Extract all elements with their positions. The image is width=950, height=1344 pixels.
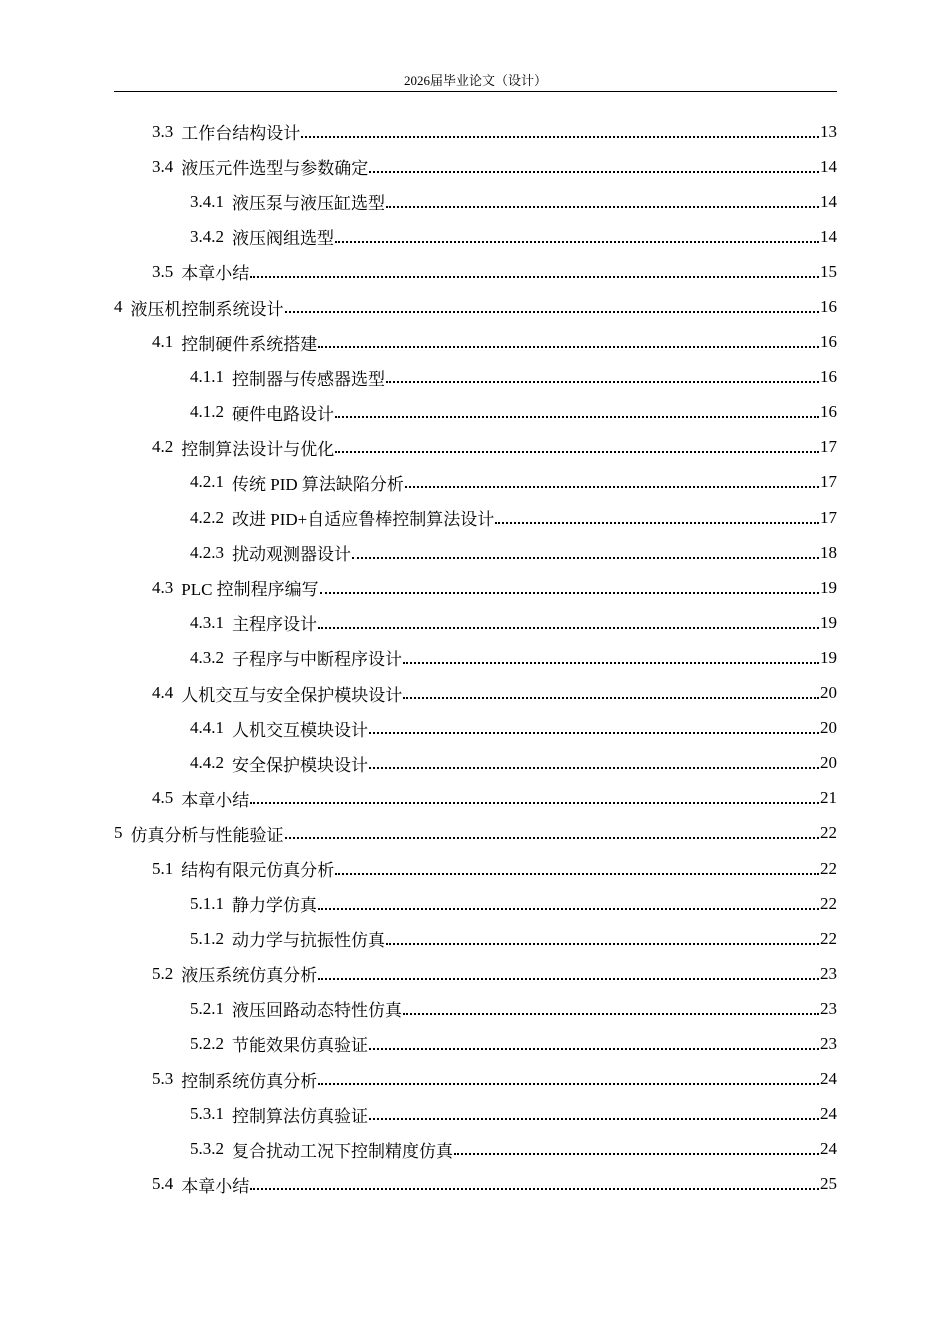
- toc-entry[interactable]: [114, 430, 837, 465]
- toc-entry-title: 本章小结: [181, 790, 250, 810]
- toc-entry-number: 4.3.2: [190, 647, 224, 667]
- toc-dot-leader: [318, 627, 819, 629]
- toc-entry[interactable]: [114, 851, 837, 886]
- toc-entry-number: 4.5: [152, 788, 174, 808]
- toc-entry-page-number: 14: [820, 191, 837, 211]
- toc-entry[interactable]: [114, 360, 837, 395]
- toc-entry-title: 硬件电路设计: [232, 404, 334, 424]
- toc-entry-title: 液压阀组选型: [232, 229, 334, 249]
- toc-entry-number: 3.4.2: [190, 226, 224, 246]
- toc-entry-page-number: 22: [820, 928, 837, 948]
- toc-dot-leader: [403, 1013, 819, 1015]
- toc-entry-number: 4: [114, 297, 123, 317]
- toc-entry-title: 子程序与中断程序设计: [232, 650, 402, 670]
- toc-entry-number: 4.4: [152, 683, 174, 703]
- toc-entry-title: 结构有限元仿真分析: [181, 861, 335, 881]
- toc-dot-leader: [386, 943, 819, 945]
- toc-entry-number: 5.2.2: [190, 1033, 224, 1053]
- toc-entry-page-number: 19: [820, 612, 837, 632]
- toc-entry[interactable]: [114, 711, 837, 746]
- toc-entry-title: 液压回路动态特性仿真: [232, 1001, 402, 1021]
- toc-entry-number: 5.1.2: [190, 928, 224, 948]
- toc-dot-leader: [369, 1048, 819, 1050]
- toc-entry-number: 5.3.2: [190, 1139, 224, 1159]
- toc-dot-leader: [335, 416, 819, 418]
- toc-entry-title: 液压机控制系统设计: [130, 299, 284, 319]
- toc-entry-title: 动力学与抗振性仿真: [232, 931, 385, 951]
- toc-dot-leader: [318, 346, 819, 348]
- toc-dot-leader: [250, 802, 819, 804]
- toc-dot-leader: [369, 767, 819, 769]
- toc-entry-number: 4.2.1: [190, 472, 224, 492]
- toc-dot-leader: [403, 697, 819, 699]
- toc-dot-leader: [285, 311, 820, 313]
- toc-entry-number: 4.4.1: [190, 718, 224, 738]
- toc-entry-page-number: 24: [820, 1104, 837, 1124]
- toc-dot-leader: [318, 908, 819, 910]
- toc-entry-page-number: 16: [820, 297, 837, 317]
- toc-entry-page-number: 16: [820, 332, 837, 352]
- toc-entry[interactable]: [114, 219, 837, 254]
- toc-entry-title: 仿真分析与性能验证: [130, 825, 284, 845]
- toc-entry[interactable]: [114, 535, 837, 570]
- toc-entry-number: 4.1: [152, 332, 174, 352]
- toc-entry[interactable]: [114, 395, 837, 430]
- toc-entry-page-number: 22: [820, 893, 837, 913]
- toc-entry-title: 节能效果仿真验证: [232, 1036, 368, 1056]
- toc-entry-page-number: 19: [820, 577, 837, 597]
- toc-entry[interactable]: [114, 325, 837, 360]
- toc-entry-number: 4.2.3: [190, 542, 224, 562]
- toc-entry-title: 改进 PID+自适应鲁棒控制算法设计: [232, 510, 495, 530]
- toc-entry[interactable]: [114, 605, 837, 640]
- toc-entry[interactable]: [114, 676, 837, 711]
- toc-entry[interactable]: [114, 254, 837, 289]
- toc-dot-leader: [369, 171, 819, 173]
- toc-entry[interactable]: [114, 921, 837, 956]
- toc-entry-number: 3.5: [152, 261, 174, 281]
- toc-entry-page-number: 22: [820, 823, 837, 843]
- toc-entry-page-number: 17: [820, 472, 837, 492]
- toc-entry-title: 控制硬件系统搭建: [181, 334, 318, 354]
- toc-entry[interactable]: [114, 640, 837, 675]
- toc-dot-leader: [352, 557, 819, 559]
- toc-entry-title: PLC 控制程序编写: [181, 580, 319, 600]
- toc-dot-leader: [320, 592, 819, 594]
- toc-entry-page-number: 23: [820, 963, 837, 983]
- toc-entry-page-number: 14: [820, 156, 837, 176]
- toc-entry-page-number: 18: [820, 542, 837, 562]
- toc-dot-leader: [318, 978, 819, 980]
- toc-entry-page-number: 24: [820, 1139, 837, 1159]
- toc-entry-page-number: 19: [820, 647, 837, 667]
- toc-entry-title: 工作台结构设计: [181, 124, 301, 144]
- toc-entry-page-number: 13: [820, 121, 837, 141]
- toc-entry-number: 4.2.2: [190, 507, 224, 527]
- toc-entry[interactable]: [114, 956, 837, 991]
- toc-dot-leader: [495, 522, 819, 524]
- toc-entry-page-number: 16: [820, 367, 837, 387]
- toc-entry-title: 人机交互与安全保护模块设计: [181, 685, 403, 705]
- toc-dot-leader: [250, 1188, 819, 1190]
- toc-entry-number: 5.1.1: [190, 893, 224, 913]
- toc-dot-leader: [403, 662, 819, 664]
- toc-dot-leader: [335, 241, 819, 243]
- toc-entry-title: 液压元件选型与参数确定: [181, 159, 369, 179]
- toc-entry-page-number: 15: [820, 261, 837, 281]
- header-rule: [114, 91, 837, 92]
- toc-entry-page-number: 22: [820, 858, 837, 878]
- toc-entry-title: 传统 PID 算法缺陷分析: [232, 474, 404, 494]
- toc-dot-leader: [335, 873, 819, 875]
- toc-entry-title: 控制算法仿真验证: [232, 1106, 368, 1126]
- toc-entry-number: 5.2.1: [190, 998, 224, 1018]
- toc-entry[interactable]: [114, 1026, 837, 1061]
- toc-dot-leader: [386, 206, 819, 208]
- toc-entry-title: 液压泵与液压缸选型: [232, 194, 385, 214]
- toc-entry-number: 4.3.1: [190, 612, 224, 632]
- toc-entry[interactable]: [114, 886, 837, 921]
- toc-entry-number: 5: [114, 823, 123, 843]
- toc-entry[interactable]: [114, 991, 837, 1026]
- toc-entry-number: 4.3: [152, 577, 174, 597]
- toc-entry-number: 5.1: [152, 858, 174, 878]
- toc-entry[interactable]: [114, 465, 837, 500]
- toc-entry-number: 3.4.1: [190, 191, 224, 211]
- toc-entry[interactable]: [114, 289, 837, 324]
- toc-entry-title: 人机交互模块设计: [232, 720, 368, 740]
- toc-entry-title: 安全保护模块设计: [232, 755, 368, 775]
- toc-entry[interactable]: [114, 570, 837, 605]
- toc-entry[interactable]: [114, 1097, 837, 1132]
- toc-entry-title: 控制算法设计与优化: [181, 439, 335, 459]
- toc-entry-number: 4.1.2: [190, 402, 224, 422]
- toc-entry-title: 本章小结: [181, 1176, 250, 1196]
- toc-entry-page-number: 17: [820, 437, 837, 457]
- toc-dot-leader: [285, 837, 820, 839]
- toc-entry[interactable]: [114, 1167, 837, 1202]
- toc-entry[interactable]: [114, 781, 837, 816]
- toc-entry-number: 4.1.1: [190, 367, 224, 387]
- toc-entry-page-number: 23: [820, 998, 837, 1018]
- toc-entry-page-number: 21: [820, 788, 837, 808]
- toc-entry[interactable]: [114, 149, 837, 184]
- toc-entry[interactable]: [114, 114, 837, 149]
- toc-entry-number: 4.2: [152, 437, 174, 457]
- toc-entry-number: 3.4: [152, 156, 174, 176]
- toc-entry-title: 扰动观测器设计: [232, 545, 351, 565]
- toc-entry-title: 静力学仿真: [232, 896, 317, 916]
- toc-entry-title: 控制器与传感器选型: [232, 369, 385, 389]
- toc-entry-number: 5.3: [152, 1069, 174, 1089]
- toc-entry-page-number: 17: [820, 507, 837, 527]
- toc-entry-number: 5.2: [152, 963, 174, 983]
- toc-entry-title: 液压系统仿真分析: [181, 966, 318, 986]
- toc-entry-number: 5.4: [152, 1174, 174, 1194]
- toc-entry[interactable]: [114, 1062, 837, 1097]
- toc-entry-page-number: 20: [820, 683, 837, 703]
- toc-dot-leader: [318, 1083, 819, 1085]
- toc-entry-number: 5.3.1: [190, 1104, 224, 1124]
- toc-entry-page-number: 20: [820, 718, 837, 738]
- toc-entry-page-number: 24: [820, 1069, 837, 1089]
- table-of-contents: [114, 114, 837, 1202]
- toc-entry[interactable]: [114, 184, 837, 219]
- toc-entry-page-number: 16: [820, 402, 837, 422]
- toc-entry-page-number: 25: [820, 1174, 837, 1194]
- toc-entry[interactable]: [114, 1132, 837, 1167]
- toc-entry-page-number: 23: [820, 1033, 837, 1053]
- toc-entry-page-number: 20: [820, 753, 837, 773]
- toc-entry-number: 3.3: [152, 121, 174, 141]
- toc-dot-leader: [405, 486, 819, 488]
- toc-dot-leader: [335, 451, 819, 453]
- toc-dot-leader: [369, 1118, 819, 1120]
- toc-entry-title: 本章小结: [181, 264, 250, 284]
- toc-dot-leader: [301, 136, 819, 138]
- toc-entry-title: 主程序设计: [232, 615, 317, 635]
- toc-entry[interactable]: [114, 816, 837, 851]
- page-header: 2026届毕业论文（设计）: [403, 73, 547, 88]
- toc-entry[interactable]: [114, 500, 837, 535]
- toc-entry-title: 控制系统仿真分析: [181, 1071, 318, 1091]
- toc-dot-leader: [250, 276, 819, 278]
- toc-entry[interactable]: [114, 746, 837, 781]
- toc-dot-leader: [369, 732, 819, 734]
- toc-entry-number: 4.4.2: [190, 753, 224, 773]
- toc-dot-leader: [454, 1153, 819, 1155]
- toc-dot-leader: [386, 381, 819, 383]
- toc-entry-title: 复合扰动工况下控制精度仿真: [232, 1141, 453, 1161]
- toc-entry-page-number: 14: [820, 226, 837, 246]
